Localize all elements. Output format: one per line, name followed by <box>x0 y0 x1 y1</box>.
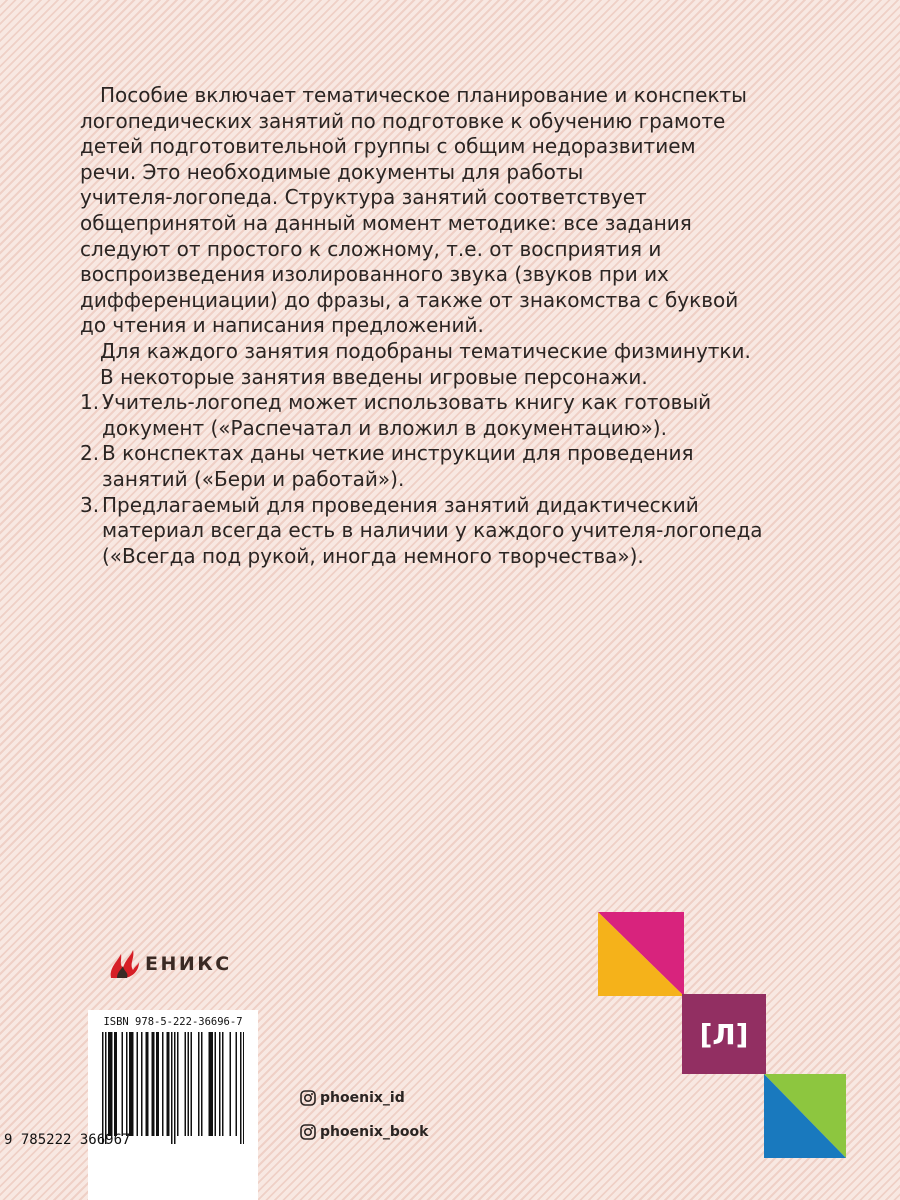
barcode-bar <box>230 1032 232 1136</box>
text-line: дифференциации) до фразы, а также от знакомства с буквой <box>80 287 739 312</box>
social-handle: phoenix_id <box>320 1090 405 1106</box>
text-line: материал всегда есть в наличии у каждого учителя-логопеда <box>102 518 763 543</box>
barcode-bar <box>110 1032 112 1136</box>
barcode-bar <box>111 1032 113 1136</box>
text-line: детей подготовительной группы с общим недоразвитием <box>80 134 696 159</box>
text-line: («Всегда под рукой, иногда немного творчества»). <box>102 543 644 568</box>
list-item <box>80 493 870 570</box>
instagram-icon <box>300 1090 316 1106</box>
barcode-bar <box>167 1032 169 1136</box>
text-line: речи. Это необходимые документы для работы <box>80 159 584 184</box>
series-badge-label: [Л] <box>699 1017 749 1051</box>
barcode-bar <box>222 1032 224 1136</box>
barcode-bar <box>158 1032 160 1136</box>
barcode-digits: 9 785222 366967 <box>4 1132 131 1148</box>
barcode-bar <box>122 1032 124 1136</box>
phoenix-flame-icon <box>107 948 141 980</box>
barcode-bar <box>215 1032 217 1136</box>
social-link-phoenix-id[interactable] <box>300 1090 405 1106</box>
barcode-bar <box>191 1032 193 1136</box>
barcode-bar <box>114 1032 116 1136</box>
barcode-bar <box>147 1032 149 1136</box>
barcode-panel <box>88 1010 258 1200</box>
barcode-bar <box>137 1032 139 1136</box>
barcode-bar <box>236 1032 238 1136</box>
text-line: Пособие включает тематическое планирование и конспекты <box>100 83 747 107</box>
barcode-bar <box>174 1032 176 1144</box>
barcode-bar <box>201 1032 203 1136</box>
barcode-bar <box>129 1032 131 1136</box>
social-handle: phoenix_book <box>320 1124 429 1140</box>
barcode-bar <box>212 1032 214 1136</box>
series-badge <box>682 994 766 1074</box>
publisher-name: ЕНИКС <box>145 953 232 975</box>
list-item <box>80 441 870 492</box>
text-line: В некоторые занятия введены игровые персонажи. <box>100 364 648 389</box>
barcode-bar <box>168 1032 170 1136</box>
publisher-logo <box>107 948 232 980</box>
text-line: до чтения и написания предложений. <box>80 313 484 338</box>
barcode-bar <box>177 1032 179 1136</box>
barcode-bar <box>219 1032 221 1136</box>
barcode-bar <box>141 1032 143 1136</box>
text-line: следуют от простого к сложному, т.е. от восприятия и <box>80 236 662 261</box>
barcode-bar <box>162 1032 164 1136</box>
barcode-bar <box>126 1032 128 1136</box>
barcode-bar <box>171 1032 173 1144</box>
text-line: В конспектах даны четкие инструкции для проведения <box>102 441 694 466</box>
barcode-bar <box>185 1032 187 1136</box>
series-badge-bottom-square <box>764 1074 846 1158</box>
barcode-bar <box>188 1032 190 1136</box>
features-paragraph <box>80 339 870 390</box>
barcode-bar <box>240 1032 242 1144</box>
list-number: 2. <box>80 441 100 466</box>
barcode-bar <box>152 1032 154 1136</box>
barcode-bar <box>198 1032 200 1136</box>
instagram-icon <box>300 1124 316 1140</box>
list-number: 3. <box>80 492 100 517</box>
barcode-bar <box>210 1032 212 1136</box>
text-line: документ («Распечатал и вложил в документацию»). <box>102 415 667 440</box>
text-line: логопедических занятий по подготовке к обучению грамоте <box>80 108 726 133</box>
barcode-bar <box>102 1032 104 1144</box>
barcode-bar <box>108 1032 110 1136</box>
intro-paragraph <box>80 83 870 339</box>
list-number: 1. <box>80 390 100 415</box>
barcode-bar <box>156 1032 158 1136</box>
text-line: воспроизведения изолированного звука (звуков при их <box>80 262 669 287</box>
text-line: Учитель-логопед может использовать книгу как готовый <box>102 390 712 415</box>
text-line: Предлагаемый для проведения занятий дидактический <box>102 492 699 517</box>
isbn-label: ISBN 978-5-222-36696-7 <box>103 1016 243 1028</box>
text-line: общепринятой на данный момент методике: все задания <box>80 210 692 235</box>
barcode-bar <box>132 1032 134 1136</box>
series-badge-top-square <box>598 912 684 996</box>
barcode-bar <box>105 1032 107 1144</box>
text-line: учителя-логопеда. Структура занятий соответствует <box>80 185 647 210</box>
text-line: занятий («Бери и работай»). <box>102 466 405 491</box>
barcode-bar <box>146 1032 148 1136</box>
barcode <box>102 1032 244 1144</box>
barcode-bar <box>131 1032 133 1136</box>
barcode-bar <box>153 1032 155 1136</box>
list-item <box>80 390 870 441</box>
description-text <box>80 83 870 569</box>
barcode-bar <box>116 1032 118 1136</box>
barcode-bar <box>243 1032 244 1144</box>
text-line: Для каждого занятия подобраны тематические физминутки. <box>100 338 751 363</box>
social-link-phoenix-book[interactable] <box>300 1124 428 1140</box>
barcode-bar <box>209 1032 211 1136</box>
